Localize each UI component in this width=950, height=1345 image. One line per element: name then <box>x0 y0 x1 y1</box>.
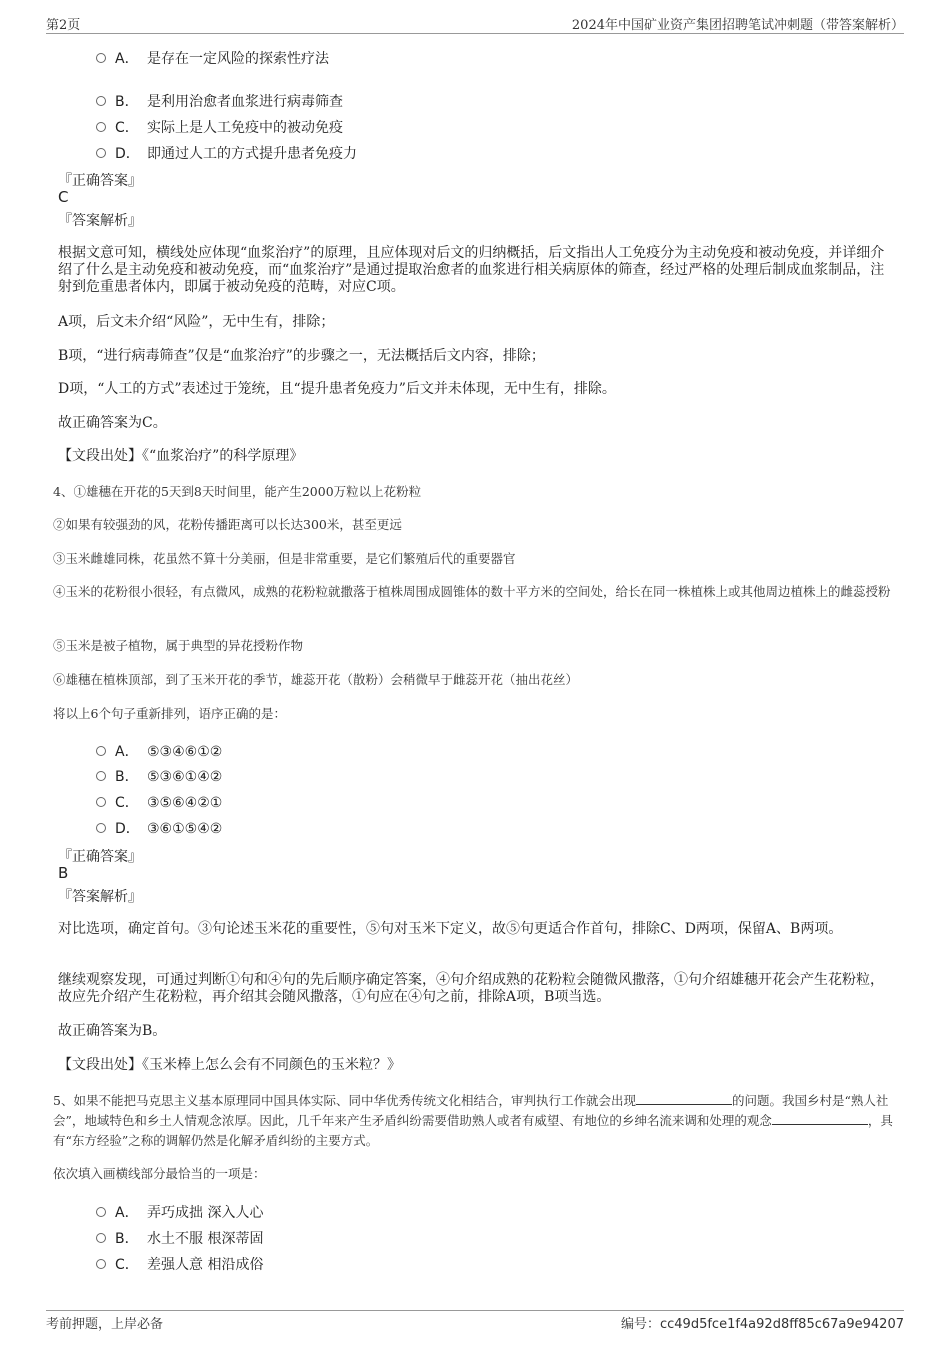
radio-icon[interactable] <box>96 1207 106 1217</box>
footer-slogan: 考前押题，上岸必备 <box>46 1317 164 1332</box>
radio-icon[interactable] <box>96 1233 106 1243</box>
q4-option-c[interactable]: C． ③⑤⑥④②① <box>96 792 222 812</box>
q4-prompt: 将以上6个句子重新排列，语序正确的是： <box>53 706 286 721</box>
radio-icon[interactable] <box>96 148 106 158</box>
radio-icon[interactable] <box>96 122 106 132</box>
q4-option-a[interactable]: A． ⑤③④⑥①② <box>96 741 222 761</box>
q4-sentence: 4、①雄穗在开花的5天到8天时间里，能产生2000万粒以上花粉粒 <box>53 484 422 499</box>
q4-sentence: ④玉米的花粉很小很轻，有点微风，成熟的花粉粒就撒落于植株周围成圆锥体的数十平方米的空间处，给长在同一株植株上或其他周边植株上的雌蕊授粉 <box>53 584 891 599</box>
fill-blank[interactable] <box>772 1112 868 1125</box>
q4-sentence: ③玉米雌雄同株，花虽然不算十分美丽，但是非常重要，是它们繁殖后代的重要器官 <box>53 551 516 566</box>
radio-icon[interactable] <box>96 823 106 833</box>
radio-icon[interactable] <box>96 746 106 756</box>
document-title: 2024年中国矿业资产集团招聘笔试冲刺题（带答案解析） <box>571 18 904 33</box>
page-number: 第2页 <box>46 18 81 33</box>
q4-sentence: ②如果有较强劲的风，花粉传播距离可以长达300米，甚至更远 <box>53 517 402 532</box>
radio-icon[interactable] <box>96 771 106 781</box>
q3-analysis-paragraph: D项，“人工的方式”表述过于笼统，且“提升患者免疫力”后文并未体现，无中生有，排除。 <box>58 381 616 397</box>
radio-icon[interactable] <box>96 797 106 807</box>
q4-analysis-paragraph: 对比选项，确定首句。③句论述玉米花的重要性，⑤句对玉米下定义，故⑤句更适合作首句，排除C、D两项，保留A、B两项。 <box>58 921 843 937</box>
q5-stem: 5、如果不能把马克思主义基本原理同中国具体实际、同中华优秀传统文化相结合，审判执行工作就会出现 的问题。我国乡村是“熟人社会”，地域特色和乡土人情观念浓厚。因此，几千年来产生矛盾纠纷需要借助熟人或者有威望、有地位的乡绅名流来调和处理的观念 ，具有“东方经验”之称的调解仍然是化解矛盾纠纷的主要方式。 <box>53 1093 893 1148</box>
q4-analysis-paragraph: 故正确答案为B。 <box>58 1023 167 1039</box>
q4-sentence: ⑥雄穗在植株顶部，到了玉米开花的季节，雄蕊开花（散粉）会稍微早于雌蕊开花（抽出花丝） <box>53 672 579 687</box>
q3-analysis-paragraph: 根据文意可知，横线处应体现“血浆治疗”的原理，且应体现对后文的归纳概括，后文指出人工免疫分为主动免疫和被动免疫，并详细介绍了什么是主动免疫和被动免疫，而“血浆治疗”是通过提取治愈者的血浆进行相关病原体的筛查，经过严格的处理后制成血浆制品，注射到危重患者体内，即属于被动免疫的范畴，对应C项。 <box>58 245 885 295</box>
document-code: 编号：cc49d5fce1f4a92d8ff85c67a9e94207 <box>620 1317 904 1332</box>
q4-source: 【文段出处】《玉米棒上怎么会有不同颜色的玉米粒？》 <box>58 1057 401 1073</box>
radio-icon[interactable] <box>96 96 106 106</box>
q3-answer: C <box>58 188 69 206</box>
radio-icon[interactable] <box>96 53 106 63</box>
q5-option-a[interactable]: A． 弄巧成拙 深入人心 <box>96 1202 263 1222</box>
q4-option-b[interactable]: B． ⑤③⑥①④② <box>96 766 222 786</box>
q4-answer: B <box>58 864 69 882</box>
q5-option-c[interactable]: C． 差强人意 相沿成俗 <box>96 1254 263 1274</box>
q3-option-b[interactable]: B． 是利用治愈者血浆进行病毒筛查 <box>96 91 343 111</box>
q4-analysis-label: 『答案解析』 <box>58 889 142 905</box>
q3-analysis-paragraph: B项，“进行病毒筛查”仅是“血浆治疗”的步骤之一，无法概括后文内容，排除； <box>58 348 545 364</box>
q3-source: 【文段出处】《“血浆治疗”的科学原理》 <box>58 448 304 464</box>
q4-analysis-paragraph: 继续观察发现，可通过判断①句和④句的先后顺序确定答案，④句介绍成熟的花粉粒会随微风撒落，①句介绍雄穗开花会产生花粉粒，故应先介绍产生花粉粒，再介绍其会随风撒落，①句应在④句之前，排除A项，B项当选。 <box>58 972 884 1005</box>
q4-answer-label: 『正确答案』 <box>58 849 142 865</box>
footer-divider <box>46 1310 904 1311</box>
q3-option-a[interactable]: A． 是存在一定风险的探索性疗法 <box>96 48 329 68</box>
q5-option-b[interactable]: B． 水土不服 根深蒂固 <box>96 1228 263 1248</box>
q3-option-d[interactable]: D． 即通过人工的方式提升患者免疫力 <box>96 143 357 163</box>
q3-analysis-paragraph: A项，后文未介绍“风险”，无中生有，排除； <box>58 314 335 330</box>
header-divider <box>46 33 904 34</box>
q3-option-c[interactable]: C． 实际上是人工免疫中的被动免疫 <box>96 117 343 137</box>
q5-prompt: 依次填入画横线部分最恰当的一项是： <box>53 1166 266 1181</box>
q4-sentence: ⑤玉米是被子植物，属于典型的异花授粉作物 <box>53 638 304 653</box>
q3-analysis-label: 『答案解析』 <box>58 213 142 229</box>
radio-icon[interactable] <box>96 1259 106 1269</box>
q3-analysis-paragraph: 故正确答案为C。 <box>58 415 167 431</box>
q4-option-d[interactable]: D． ③⑥①⑤④② <box>96 818 222 838</box>
fill-blank[interactable] <box>636 1092 732 1105</box>
q3-answer-label: 『正确答案』 <box>58 173 142 189</box>
